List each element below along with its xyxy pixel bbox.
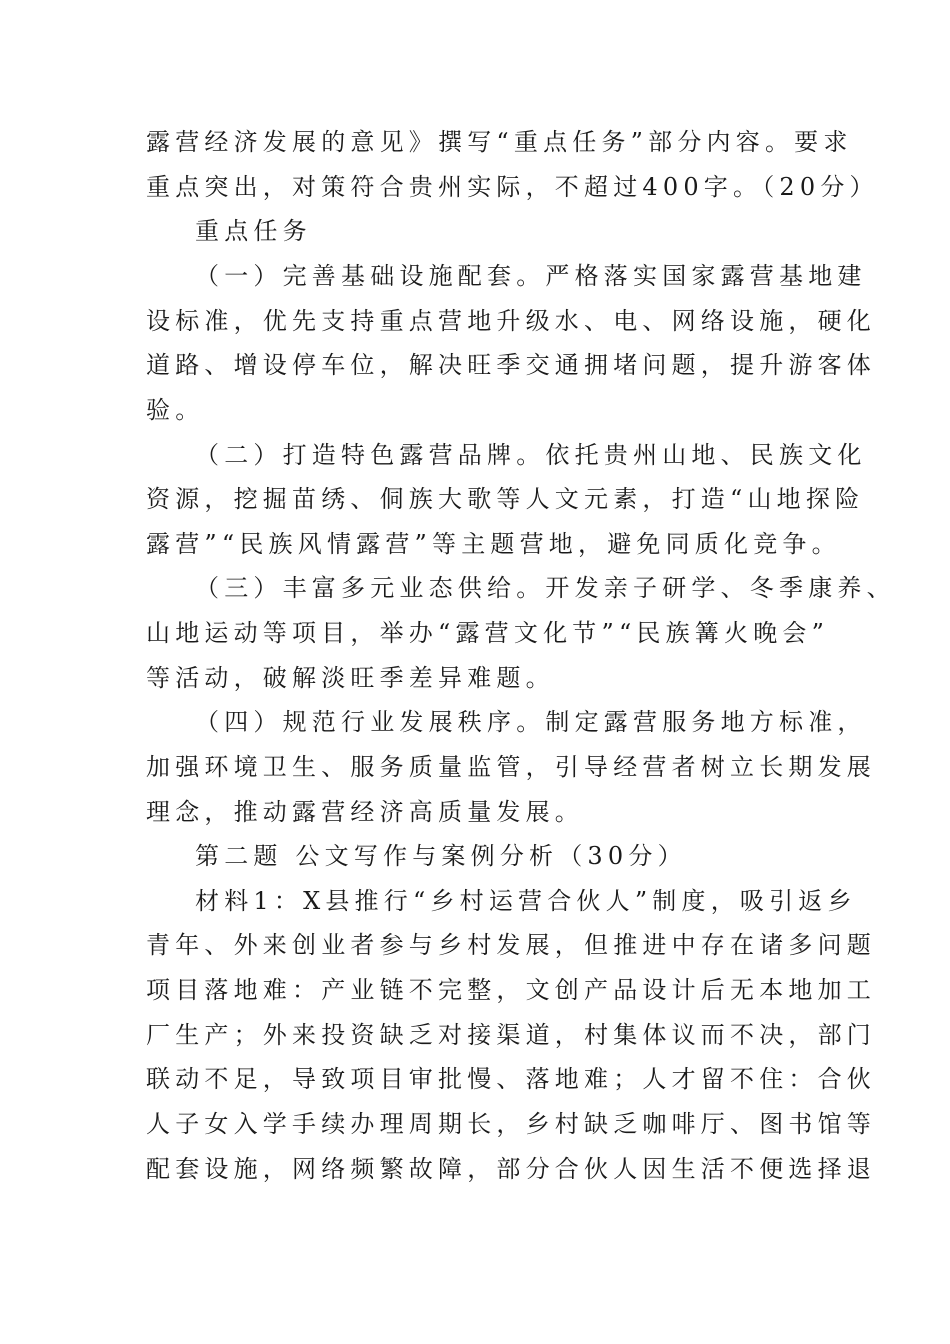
text-line: （一）完善基础设施配套。严格落实国家露营基地建 bbox=[195, 262, 867, 290]
text-line: 验。 bbox=[146, 396, 205, 424]
text-line: （三）丰富多元业态供给。开发亲子研学、冬季康养、 bbox=[195, 574, 896, 602]
text-line: （二）打造特色露营品牌。依托贵州山地、民族文化 bbox=[195, 441, 867, 469]
text-line: 材料1：X县推行“乡村运营合伙人”制度，吸引返乡 bbox=[195, 887, 857, 915]
text-line: 设标准，优先支持重点营地升级水、电、网络设施，硬化 bbox=[146, 307, 876, 335]
text-line: 露营”“民族风情露营”等主题营地，避免同质化竞争。 bbox=[146, 530, 841, 558]
text-line: 理念，推动露营经济高质量发展。 bbox=[146, 798, 584, 826]
text-line: 青年、外来创业者参与乡村发展，但推进中存在诸多问题 bbox=[146, 931, 876, 959]
text-line: 重点突出，对策符合贵州实际，不超过400字。（20分） bbox=[146, 173, 879, 201]
text-line: 加强环境卫生、服务质量监管，引导经营者树立长期发展 bbox=[146, 753, 876, 781]
text-line: 道路、增设停车位，解决旺季交通拥堵问题，提升游客体 bbox=[146, 351, 876, 379]
text-line: 资源，挖掘苗绣、侗族大歌等人文元素，打造“山地探险 bbox=[146, 485, 865, 513]
text-line: 配套设施，网络频繁故障，部分合伙人因生活不便选择退 bbox=[146, 1155, 876, 1183]
section-heading: 重点任务 bbox=[195, 217, 312, 245]
text-line: 露营经济发展的意见》撰写“重点任务”部分内容。要求 bbox=[146, 128, 853, 156]
text-line: 厂生产；外来投资缺乏对接渠道，村集体议而不决，部门 bbox=[146, 1021, 876, 1049]
text-line: 联动不足，导致项目审批慢、落地难；人才留不住：合伙 bbox=[146, 1065, 876, 1093]
text-line: 人子女入学手续办理周期长，乡村缺乏咖啡厅、图书馆等 bbox=[146, 1110, 876, 1138]
section-heading: 第二题 公文写作与案例分析（30分） bbox=[195, 842, 687, 870]
text-line: 项目落地难：产业链不完整，文创产品设计后无本地加工 bbox=[146, 976, 876, 1004]
text-line: （四）规范行业发展秩序。制定露营服务地方标准， bbox=[195, 708, 867, 736]
text-line: 等活动，破解淡旺季差异难题。 bbox=[146, 664, 555, 692]
text-line: 山地运动等项目，举办“露营文化节”“民族篝火晚会” bbox=[146, 619, 830, 647]
